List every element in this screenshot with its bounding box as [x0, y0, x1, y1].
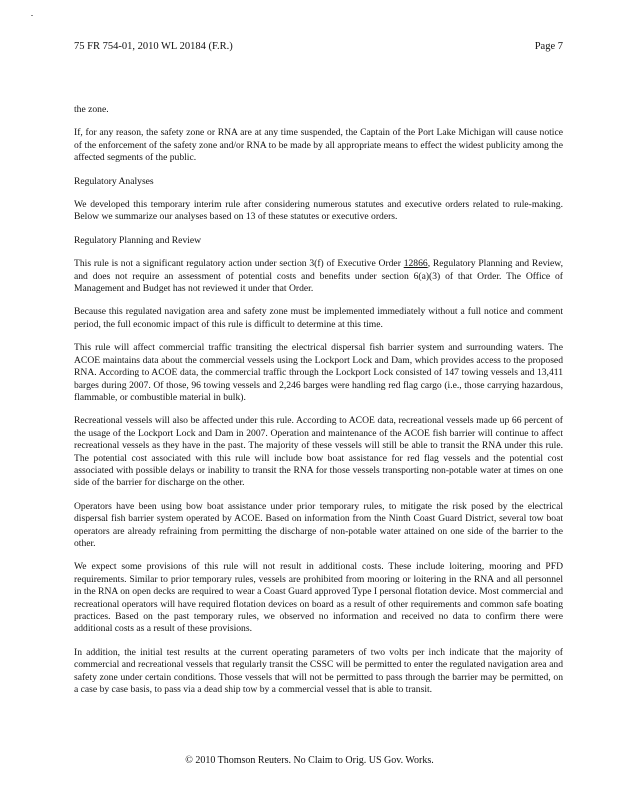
paragraph-bow-boat: Operators have been using bow boat assistance under prior temporary rules, to mitigate the risk posed by the electrical dispersal fish barrier system operated by ACOE. Based on information from the Ninth Coast Guard District, several tow boat operators are already refraining from permitting the discharge of non-potable water attained on one side of the barrier to the other. [74, 500, 563, 549]
eo-text-before: This rule is not a significant regulatory action under section 3(f) of Executive Order [74, 258, 404, 270]
paragraph-economic-impact: Because this regulated navigation area and safety zone must be implemented immediately without a full notice and comment period, the full economic impact of this rule is difficult to determine at this time. [74, 306, 563, 330]
paragraph-zone: the zone. [74, 104, 109, 115]
paragraph-test-results: In addition, the initial test results at the current operating parameters of two volts per inch indicate that the majority of commercial and recreational vessels that regularly transit the CSSC will be permitted to enter the regulated navigation area and safety zone under certain conditions. Those vessels that will not be permitted to pass through the barrier may be permitted, on a case by case basis, to pass via a dead ship tow by a commercial vessel that is able to transit. [74, 646, 563, 696]
executive-order-link[interactable]: 12866 [403, 258, 428, 270]
citation: 75 FR 754-01, 2010 WL 20184 (F.R.) [74, 41, 233, 52]
paragraph-suspension: If, for any reason, the safety zone or RNA are at any time suspended, the Captain of the Port Lake Michigan will cause notice of the enforcement of the safety zone and/or RNA to be made by all appropriate means to effect the widest publicity among the affected segments of the public. [74, 127, 563, 164]
paragraph-commercial-traffic: This rule will affect commercial traffic transiting the electrical dispersal fish barrier system and surrounding waters. The ACOE maintains data about the commercial vessels using the Lockport Lock and Dam, which provides access to the proposed RNA. According to ACOE data, the commercial traffic through the Lockport Lock consisted of 147 towing vessels and 13,411 barges during 2007. Of those, 96 towing vessels and 2,246 barges were handling red flag cargo (i.e., those carrying hazardous, flammable, or combustible material in bulk). [74, 342, 563, 403]
heading-regulatory-planning: Regulatory Planning and Review [74, 234, 202, 246]
paragraph-analyses-intro: We developed this temporary interim rule after considering numerous statutes and executive orders related to rule-making. Below we summarize our analyses based on 13 of these statutes or executive orders. [74, 199, 563, 223]
paragraph-provisions-costs: We expect some provisions of this rule will not result in additional costs. These include loitering, mooring and PFD requirements. Similar to prior temporary rules, vessels are prohibited from mooring or loitering in the RNA and all personnel in the RNA on open decks are required to wear a Coast Guard approved Type I personal flotation device. Most commercial and recreational operators will have required flotation devices on board as a result of other requirements and common safe boating practices. Based on the past temporary rules, we observed no information and received no data to confirm there were additional costs as a result of these provisions. [74, 561, 563, 635]
scan-speck [31, 15, 33, 16]
heading-regulatory-analyses: Regulatory Analyses [74, 175, 154, 187]
paragraph-recreational-vessels: Recreational vessels will also be affected under this rule. According to ACOE data, recreational vessels made up 66 percent of the usage of the Lockport Lock and Dam in 2007. Operation and maintenance of the ACOE fish barrier will continue to affect recreational vessels as they have in the past. The majority of these vessels will still be able to transit the RNA under this rule. The potential cost associated with this rule will include bow boat assistance for red flag vessels and the potential cost associated with possible delays or inability to transit the RNA for those vessels transporting non-potable water at times on one side of the barrier for discharge on the other. [74, 415, 563, 489]
eo-text-after: , Regulatory Planning and Review, and does not require an assessment of potential costs and benefits under section 6(a)(3) of that Order. The Office of Management and Budget has not reviewed it under that Order. [74, 258, 563, 295]
document-body [74, 104, 563, 707]
page-footer: © 2010 Thomson Reuters. No Claim to Orig. US Gov. Works. [185, 755, 434, 766]
paragraph-executive-order [74, 258, 563, 295]
page-number: Page 7 [534, 41, 563, 52]
page-header [74, 41, 563, 52]
